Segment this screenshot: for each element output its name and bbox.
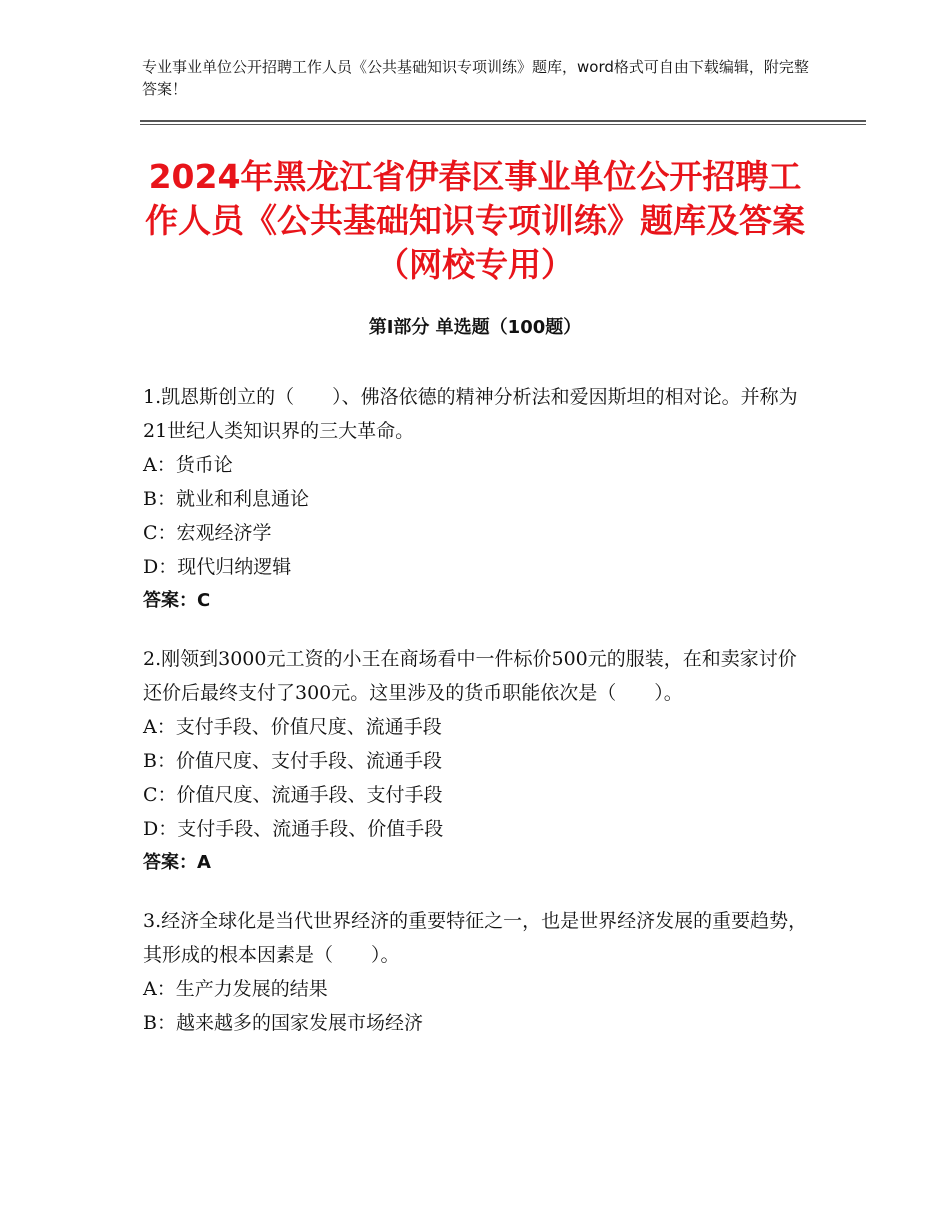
option-a: A：支付手段、价值尺度、流通手段 bbox=[143, 716, 442, 738]
question-2 bbox=[143, 642, 808, 880]
answer-label: 答案：A bbox=[143, 852, 211, 873]
section-heading: 第Ⅰ部分 单选题（100题） bbox=[368, 317, 582, 338]
question-1 bbox=[143, 380, 808, 618]
question-list bbox=[143, 380, 808, 1064]
question-stem: 2.刚领到3000元工资的小王在商场看中一件标价500元的服装，在和卖家讨价还价后最终支付了300元。这里涉及的货币职能依次是（ ）。 bbox=[143, 648, 797, 704]
header-note: 专业事业单位公开招聘工作人员《公共基础知识专项训练》题库，word格式可自由下载编辑，附完整答案！ bbox=[142, 58, 809, 98]
option-c: C：价值尺度、流通手段、支付手段 bbox=[143, 784, 443, 806]
header-divider bbox=[140, 120, 866, 125]
question-stem: 1.凯恩斯创立的（ ）、佛洛依德的精神分析法和爱因斯坦的相对论。并称为21世纪人类知识界的三大革命。 bbox=[143, 386, 798, 442]
option-d: D：支付手段、流通手段、价值手段 bbox=[143, 818, 444, 840]
option-a: A：生产力发展的结果 bbox=[143, 978, 328, 1000]
option-b: B：价值尺度、支付手段、流通手段 bbox=[143, 750, 442, 772]
question-stem: 3.经济全球化是当代世界经济的重要特征之一，也是世界经济发展的重要趋势，其形成的根本因素是（ ）。 bbox=[143, 910, 808, 966]
answer-label: 答案：C bbox=[143, 590, 211, 611]
option-b: B：越来越多的国家发展市场经济 bbox=[143, 1012, 423, 1034]
document-title: 2024年黑龙江省伊春区事业单位公开招聘工作人员《公共基础知识专项训练》题库及答案（网校专用） bbox=[145, 157, 805, 284]
option-c: C：宏观经济学 bbox=[143, 522, 272, 544]
option-a: A：货币论 bbox=[143, 454, 233, 476]
question-3 bbox=[143, 904, 808, 1040]
option-d: D：现代归纳逻辑 bbox=[143, 556, 292, 578]
option-b: B：就业和利息通论 bbox=[143, 488, 309, 510]
